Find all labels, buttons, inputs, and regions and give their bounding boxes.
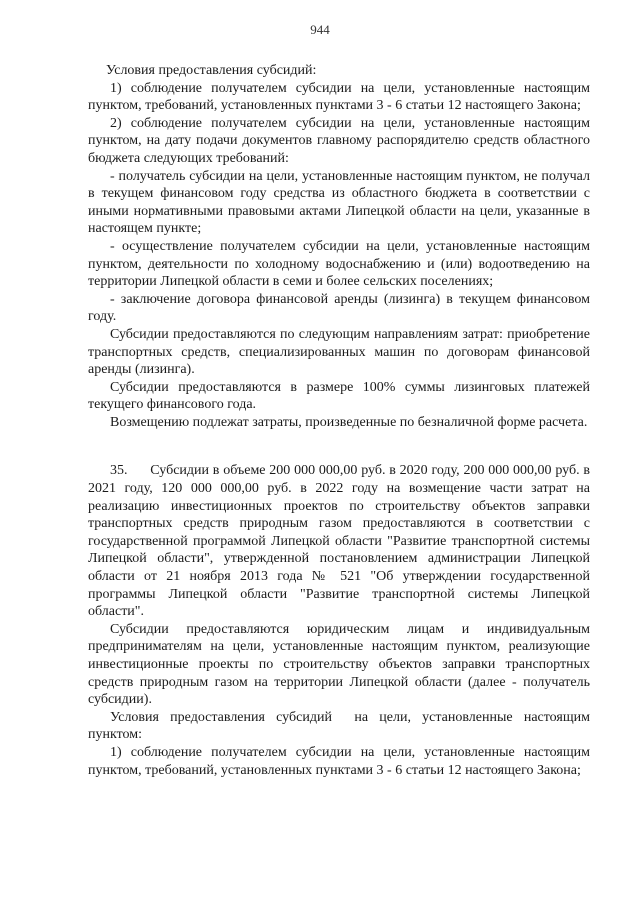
- document-body: [88, 62, 594, 779]
- paragraph: Субсидии предоставляются по следующим направлениям затрат: приобретение транспортных средств, специализированных машин по договорам финансовой аренды (лизинга).: [88, 326, 590, 378]
- paragraph: - получатель субсидии на цели, установленные настоящим пунктом, не получал в текущем финансовом году средства из областного бюджета в соответствии с иными нормативными правовыми актами Липецкой области на цели, указанные в настоящем пункте;: [88, 168, 590, 237]
- paragraph: 35. Субсидии в объеме 200 000 000,00 руб. в 2020 году, 200 000 000,00 руб. в 2021 году, 120 000 000,00 руб. в 2022 году на возмещение части затрат на реализацию инвестиционных проектов по строительству объектов заправки транспортных средств природным газом предоставляются в соответствии с государственной программой Липецкой области "Развитие транспортной системы Липецкой области", утвержденной постановлением администрации Липецкой области от 21 ноября 2013 года № 521 "Об утверждении государственной программы Липецкой области "Развитие транспортной системы Липецкой области".: [88, 463, 594, 620]
- paragraph: Субсидии предоставляются в размере 100% суммы лизинговых платежей текущего финансового года.: [88, 379, 590, 413]
- paragraph: Условия предоставления субсидий:: [106, 63, 317, 78]
- paragraph: 2) соблюдение получателем субсидии на цели, установленные настоящим пунктом, на дату подачи документов главному распорядителю средств областного бюджета следующих требований:: [88, 115, 590, 166]
- paragraph: Возмещению подлежат затраты, произведенные по безналичной форме расчета.: [110, 414, 588, 430]
- paragraph: Субсидии предоставляются юридическим лицам и индивидуальным предпринимателям на цели, установленные настоящим пунктом, реализующие инвестиционные проекты по строительству объектов заправки транспортных средств природным газом на территории Липецкой области (далее - получатель субсидии).: [88, 621, 590, 708]
- section-gap: [88, 431, 590, 462]
- page-number: 944: [310, 22, 330, 37]
- paragraph: 1) соблюдение получателем субсидии на цели, установленные настоящим пунктом, требований, установленных пунктами 3 - 6 статьи 12 настоящего Закона;: [88, 80, 590, 114]
- paragraph: Условия предоставления субсидий на цели, установленные настоящим пунктом:: [88, 709, 594, 743]
- paragraph: 1) соблюдение получателем субсидии на цели, установленные настоящим пунктом, требований, установленных пунктами 3 - 6 статьи 12 настоящего Закона;: [88, 744, 590, 778]
- paragraph: - осуществление получателем субсидии на цели, установленные настоящим пунктом, деятельности по холодному водоснабжению и (или) водоотведению на территории Липецкой области в семи и более сельских поселениях;: [88, 238, 590, 290]
- paragraph: - заключение договора финансовой аренды (лизинга) в текущем финансовом году.: [88, 291, 590, 325]
